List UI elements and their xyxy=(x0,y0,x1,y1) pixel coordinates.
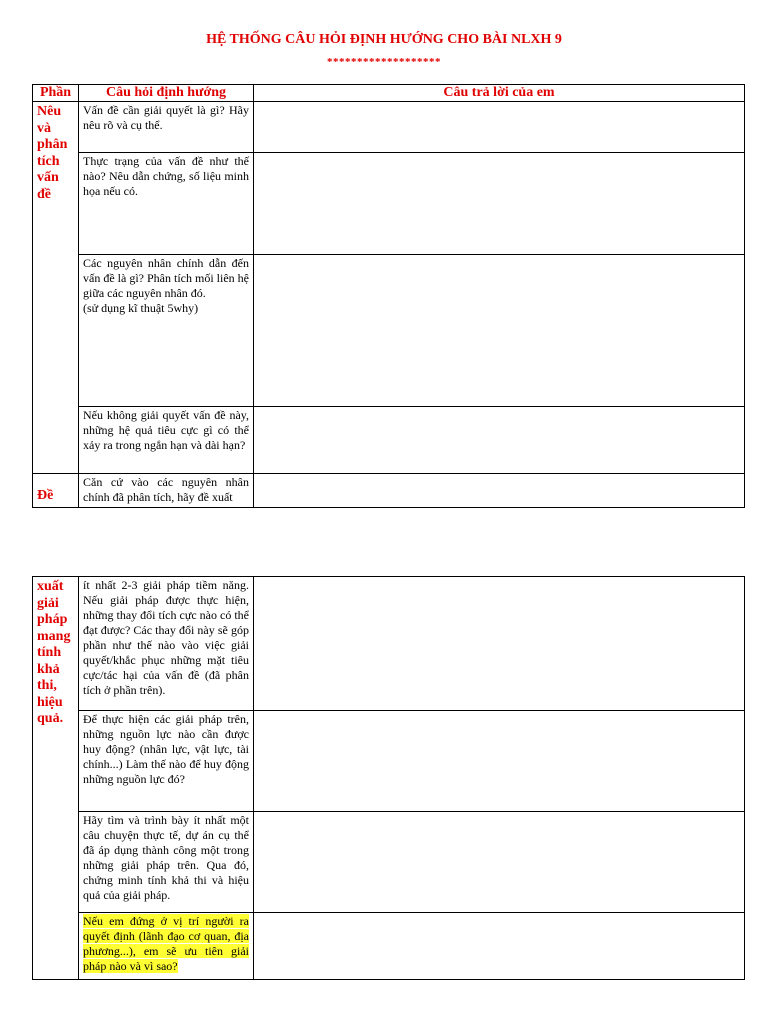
highlighted-question: Nếu em đứng ở vị trí người ra quyết định (lãnh đạo cơ quan, địa phương...), em sẽ ưu tiên giải pháp nào và vì sao? xyxy=(83,914,249,973)
table-row xyxy=(33,474,745,508)
answer-cell[interactable] xyxy=(254,407,745,474)
table-row xyxy=(33,812,745,913)
question-cell xyxy=(79,913,254,980)
question-cell: Thực trạng của vấn đề như thế nào? Nêu dẫn chứng, số liệu minh họa nếu có. xyxy=(79,153,254,255)
section-label-solutions: xuất giải pháp mang tính khả thi, hiệu quả. xyxy=(33,577,79,980)
answer-cell[interactable] xyxy=(254,812,745,913)
column-header-question: Câu hỏi định hướng xyxy=(79,85,254,102)
question-cell: Để thực hiện các giải pháp trên, những nguồn lực nào cần được huy động? (nhân lực, vật lực, tài chính...) Làm thế nào để huy động những nguồn lực đó? xyxy=(79,711,254,812)
title-decoration: ******************* xyxy=(327,56,441,68)
section-label-analysis: Nêu và phân tích vấn đề xyxy=(33,102,79,474)
question-cell: Vấn đề cần giải quyết là gì? Hãy nêu rõ và cụ thể. xyxy=(79,102,254,153)
table-header-row xyxy=(33,85,745,102)
question-table-part-2 xyxy=(32,576,745,980)
answer-cell[interactable] xyxy=(254,577,745,711)
table-row xyxy=(33,153,745,255)
table-row xyxy=(33,407,745,474)
table-row xyxy=(33,102,745,153)
table-row xyxy=(33,577,745,711)
table-row xyxy=(33,255,745,407)
answer-cell[interactable] xyxy=(254,711,745,812)
section-label-solutions-start: Đề xyxy=(33,474,79,508)
answer-cell[interactable] xyxy=(254,102,745,153)
table-row xyxy=(33,711,745,812)
answer-cell[interactable] xyxy=(254,474,745,508)
column-header-answer: Câu trả lời của em xyxy=(254,85,745,102)
page-title: HỆ THỐNG CÂU HỎI ĐỊNH HƯỚNG CHO BÀI NLXH 9 xyxy=(206,32,562,47)
question-cell: ít nhất 2-3 giải pháp tiềm năng. Nếu giải pháp được thực hiện, những thay đổi tích cực nào có thể đạt được? Các thay đổi này sẽ góp phần như thế nào vào việc giải quyết/khắc phục những mặt tiêu cực/tác hại của vấn đề (đã phân tích ở phần trên). xyxy=(79,577,254,711)
answer-cell[interactable] xyxy=(254,255,745,407)
answer-cell[interactable] xyxy=(254,913,745,980)
question-table-part-1 xyxy=(32,84,745,508)
column-header-section: Phần xyxy=(33,85,79,102)
answer-cell[interactable] xyxy=(254,153,745,255)
table-row xyxy=(33,913,745,980)
question-cell: Các nguyên nhân chính dẫn đến vấn đề là gì? Phân tích mối liên hệ giữa các nguyên nhân đó. (sử dụng kĩ thuật 5why) xyxy=(79,255,254,407)
question-cell: Nếu không giải quyết vấn đề này, những hệ quả tiêu cực gì có thể xảy ra trong ngắn hạn và dài hạn? xyxy=(79,407,254,474)
question-cell: Căn cứ vào các nguyên nhân chính đã phân tích, hãy đề xuất xyxy=(79,474,254,508)
question-cell: Hãy tìm và trình bày ít nhất một câu chuyện thực tế, dự án cụ thể đã áp dụng thành công một trong những giải pháp trên. Qua đó, chứng minh tính khả thi và hiệu quả của giải pháp. xyxy=(79,812,254,913)
